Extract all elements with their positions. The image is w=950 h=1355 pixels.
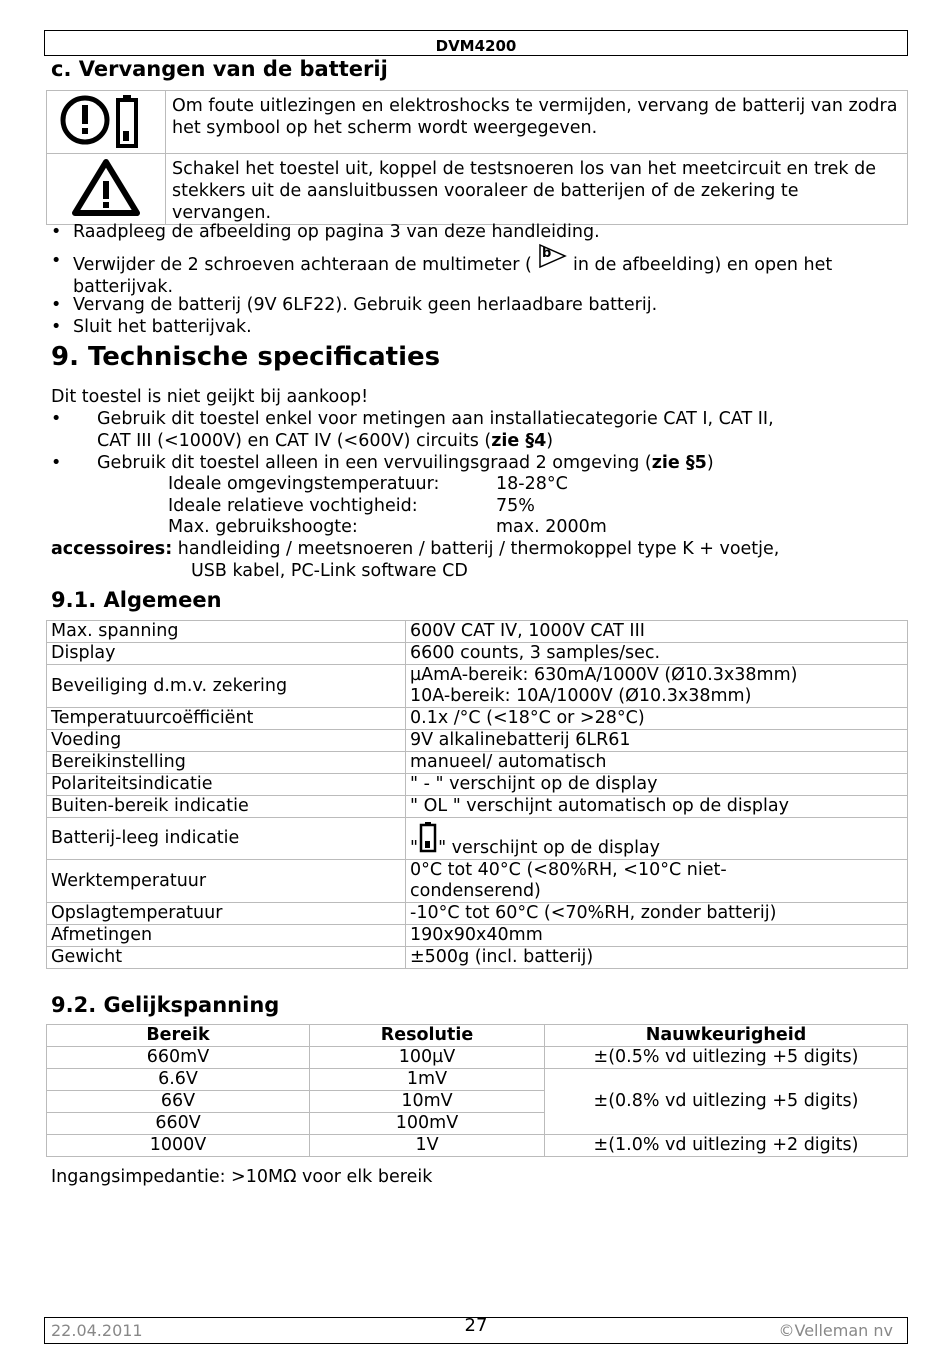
intro-text: Dit toestel is niet geijkt bij aankoop! bbox=[51, 387, 369, 407]
table-row: 1000V 1V ±(1.0% vd uitlezing +2 digits) bbox=[47, 1135, 908, 1157]
condition-value: 18-28°C bbox=[496, 474, 568, 494]
table-header-row: Bereik Resolutie Nauwkeurigheid bbox=[47, 1025, 908, 1047]
table-row: Beveiliging d.m.v. zekering µAmA-bereik: 630mA/1000V (Ø10.3x38mm) 10A-bereik: 10A/1000V (Ø10.3x38mm) bbox=[47, 665, 908, 708]
accessories: accessoires: handleiding / meetsnoeren / batterij / thermokoppel type K + voetje, bbox=[51, 539, 780, 559]
table-row: Max. spanning 600V CAT IV, 1000V CAT III bbox=[47, 621, 908, 643]
table-row: Buiten-bereik indicatie " OL " verschijnt automatisch op de display bbox=[47, 796, 908, 818]
footer-date: 22.04.2011 bbox=[51, 1321, 143, 1340]
warning-table bbox=[46, 90, 908, 225]
bullet-item: • Vervang de batterij (9V 6LF22). Gebruik geen herlaadbare batterij. bbox=[51, 295, 658, 315]
page-number: 27 bbox=[464, 1315, 488, 1336]
footer-copyright: ©Velleman nv bbox=[778, 1321, 893, 1340]
condition-label: Ideale relatieve vochtigheid: bbox=[168, 496, 418, 516]
condition-value: 75% bbox=[496, 496, 535, 516]
table-row: 660mV 100µV ±(0.5% vd uitlezing +5 digits) bbox=[47, 1047, 908, 1069]
marker-b-icon bbox=[537, 246, 567, 272]
warning-triangle-icon bbox=[70, 157, 142, 217]
warning-battery-icon bbox=[58, 91, 154, 149]
table-row: 6.6V 1mV ±(0.8% vd uitlezing +5 digits) bbox=[47, 1069, 908, 1091]
warning-triangle-cell bbox=[47, 154, 166, 225]
table-row: Polariteitsindicatie " - " verschijnt op de display bbox=[47, 774, 908, 796]
condition-value: max. 2000m bbox=[496, 517, 607, 537]
table-row: Batterij-leeg indicatie " " verschijnt op de display bbox=[47, 818, 908, 860]
section-9-title: 9. Technische specificaties bbox=[51, 342, 441, 372]
spec-bullet-1: • Gebruik dit toestel enkel voor metingen aan installatiecategorie CAT I, CAT II, CAT III (<1000V) en CAT IV (<600V) circuits (zie §4) bbox=[51, 409, 774, 451]
warning-text-2: Schakel het toestel uit, koppel de testsnoeren los van het meetcircuit en trek de stekkers uit de aansluitbussen vooraleer de batterijen of de zekering te vervangen. bbox=[166, 154, 908, 225]
bullet-item: • Sluit het batterijvak. bbox=[51, 317, 252, 337]
dc-voltage-table bbox=[46, 1024, 908, 1157]
condition-label: Ideale omgevingstemperatuur: bbox=[168, 474, 440, 494]
page-footer bbox=[44, 1317, 908, 1344]
header-title: DVM4200 bbox=[435, 37, 517, 55]
table-row: Display 6600 counts, 3 samples/sec. bbox=[47, 643, 908, 665]
table-row: Bereikinstelling manueel/ automatisch bbox=[47, 752, 908, 774]
table-row: 660V 100mV bbox=[47, 1113, 908, 1135]
table-row: Afmetingen 190x90x40mm bbox=[47, 925, 908, 947]
battery-icon bbox=[418, 821, 438, 853]
general-spec-table bbox=[46, 620, 908, 969]
section-91-title: 9.1. Algemeen bbox=[51, 588, 222, 612]
bullet-item: • Verwijder de 2 schroeven achteraan de multimeter ( b in de afbeelding) en open het batterijvak. bbox=[51, 246, 833, 297]
table-row: Temperatuurcoëfficiënt 0.1x /°C (<18°C or >28°C) bbox=[47, 708, 908, 730]
table-row: Opslagtemperatuur -10°C tot 60°C (<70%RH, zonder batterij) bbox=[47, 903, 908, 925]
section-92-title: 9.2. Gelijkspanning bbox=[51, 993, 280, 1017]
bullet-item: • Raadpleeg de afbeelding op pagina 3 van deze handleiding. bbox=[51, 222, 600, 242]
table-row: 66V 10mV bbox=[47, 1091, 908, 1113]
accessories-cont: USB kabel, PC-Link software CD bbox=[191, 561, 468, 581]
page-header bbox=[44, 30, 908, 56]
warning-text-1: Om foute uitlezingen en elektroshocks te vermijden, vervang de batterij van zodra het symbool op het scherm wordt weergegeven. bbox=[166, 91, 908, 154]
impedance-note: Ingangsimpedantie: >10MΩ voor elk bereik bbox=[51, 1167, 433, 1187]
spec-bullet-2: • Gebruik dit toestel alleen in een vervuilingsgraad 2 omgeving (zie §5) bbox=[51, 453, 714, 473]
section-c-title: c. Vervangen van de batterij bbox=[51, 57, 388, 81]
table-row: Gewicht ±500g (incl. batterij) bbox=[47, 947, 908, 969]
warning-battery-cell bbox=[47, 91, 166, 154]
table-row: Werktemperatuur 0°C tot 40°C (<80%RH, <10°C niet- condenserend) bbox=[47, 860, 908, 903]
svg-text:b: b bbox=[542, 246, 552, 261]
accessories-label: accessoires: bbox=[51, 539, 173, 559]
table-row: Voeding 9V alkalinebatterij 6LR61 bbox=[47, 730, 908, 752]
condition-label: Max. gebruikshoogte: bbox=[168, 517, 358, 537]
